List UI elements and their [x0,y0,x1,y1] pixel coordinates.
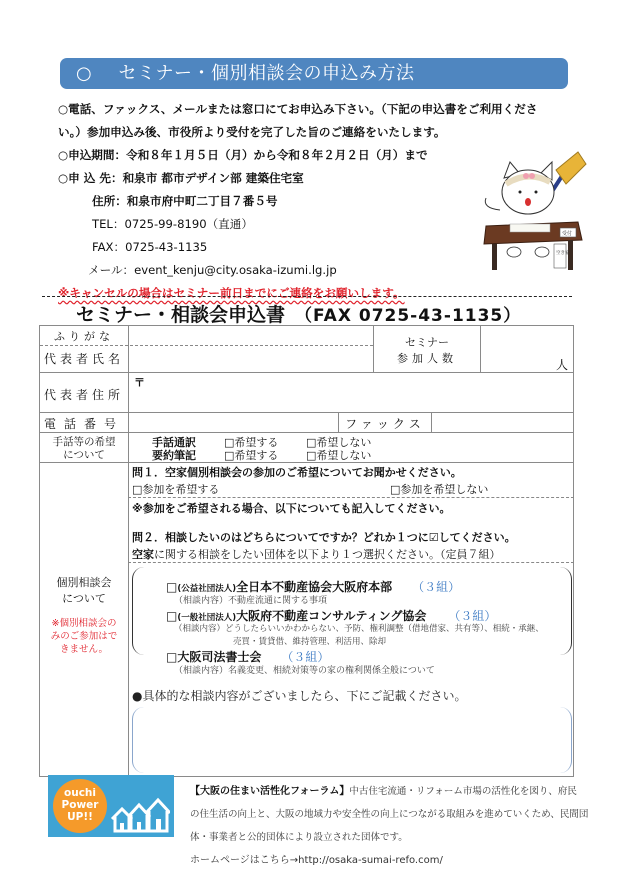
section-header [60,58,568,89]
consult-label-2: について [62,592,106,605]
phone-input[interactable] [130,414,336,431]
address: 住所：和泉市府中町二丁目７番５号 [92,194,278,208]
houses-icon [110,797,170,833]
logo-text-3: UP!! [67,811,93,823]
q1-yes-checkbox[interactable]: □参加を希望する [132,483,220,496]
seminar-label-1: セミナー [405,336,449,349]
logo-text-2: Power [61,799,99,811]
destination-value: ：和泉市 都市デザイン部 建築住宅室 [110,171,304,185]
org-2-detail-cont: 売買・賃貸借、維持管理、利活用、除却 [233,637,387,647]
form-title-text: セミナー・相談会申込書 [76,304,286,326]
fax-label: ファックス [345,417,425,431]
persons-unit: 人 [556,358,569,372]
desk-sign-vacant-house: 空き家 [556,251,570,256]
row-divider [40,462,573,463]
free-text-prompt: ●具体的な相談内容がございましたら、下にご記載ください。 [132,689,467,703]
fax-input[interactable] [433,414,571,431]
org-3-checkbox[interactable]: □ [166,650,178,664]
period-label: ○申込期間 [58,148,115,162]
section-title: セミナー・個別相談会の申込み方法 [118,63,415,84]
org-1-name: 全日本不動産協会大阪府本部 [236,580,393,594]
consult-label-1: 個別相談会 [56,576,112,589]
furigana-label: ふりがな [54,330,114,343]
row-divider [40,412,573,413]
org-2-prefix: (一般社団法人) [177,613,237,623]
q2-divider [128,562,574,563]
q2-subtitle-text: に関する相談をしたい団体を以下より１つ選択ください。（定員７組） [154,548,501,561]
phone-label: 電話番号 [43,417,124,431]
postal-mark: 〒 [134,376,145,389]
circle-icon: ○ [76,63,93,84]
logo-text-1: ouchi [64,787,96,799]
ouchi-power-up-logo [48,775,174,837]
footer-desc-3: 体・事業者と公的団体により設立された団体です。 [190,832,408,843]
label-column-divider [128,326,129,778]
address-input[interactable] [148,374,568,410]
form-fax-number: （FAX 0725-43-1135） [295,306,522,326]
forum-name: 【大阪の住まい活性化フォーラム】 [190,786,350,797]
sign-label-1: 手話等の希望 [52,436,116,448]
summary-writing-want-checkbox[interactable]: □希望する [224,449,279,462]
footer-desc-2: の住生活の向上と、大阪の地域力や安全性の向上につながる取組みを進めていくため、民間団 [190,809,589,820]
forum-description [190,780,590,872]
row-divider [40,372,573,373]
tel: TEL：0725-99-8190（直通） [92,217,253,231]
name-label: 代表者氏名 [43,352,124,366]
cat-mascot-illustration [470,148,588,276]
org-2-checkbox[interactable]: □ [166,609,178,623]
email-link[interactable]: メール：event_kenju@city.osaka-izumi.lg.jp [88,263,337,277]
consult-note-1: ※個別相談会の [51,618,117,629]
cancel-note: ※キャンセルの場合はセミナー前日までにご連絡をお願いします。 [58,286,405,300]
consult-note-2: みのご参加はで [50,631,118,642]
q1-note: ※参加をご希望される場合、以下についても記入してください。 [132,502,451,515]
fax: FAX：0725-43-1135 [92,240,208,254]
sign-label-2: について [63,449,105,461]
question-1: 問１．空家個別相談会の参加のご希望についてお聞かせください。 [132,466,462,479]
seminar-count-input[interactable] [481,328,561,370]
furigana-divider [40,345,373,346]
desk-sign-reception: 受付 [562,231,573,237]
org-2-detail: （相談内容）どうしたらいいかわからない、予防、権利調整（借地借家、共有等）、相続・承継、 [174,624,544,634]
sign-language-not-want-checkbox[interactable]: □希望しない [306,436,372,449]
summary-writing-not-want-checkbox[interactable]: □希望しない [306,449,372,462]
question-2: 問２．相談したいのはどちらについてですか？どれか１つに☑してください。 [132,531,516,544]
intro-line-1: ○電話、ファックス、メールまたは窓口にてお申込み下さい。（下記の申込書をご利用くださ [58,102,538,116]
seminar-label-2: 参加人数 [397,352,457,365]
org-2-name: 大阪府不動産コンサルティング協会 [236,609,427,623]
homepage-link[interactable]: ホームページはこちら→http://osaka-sumai-refo.com/ [190,855,443,866]
q2-subtitle-bold: 空家 [132,548,154,561]
footer-desc-1: 中古住宅流通・リフォーム市場の活性化を図り、府民 [349,786,577,797]
free-text-area[interactable] [132,707,572,773]
org-3-name: 大阪司法書士会 [177,650,262,664]
sign-language-want-checkbox[interactable]: □希望する [224,436,279,449]
org-1-prefix: (公益社団法人) [177,584,237,594]
intro-line-2: い。）参加申込み後、市役所より受付を完了した旨のご連絡をいたします。 [58,125,446,139]
logo-badge [53,779,107,833]
consult-note-3: きません。 [59,644,109,655]
org-1-slots: （３組） [412,580,461,594]
sign-language-label: 手話通訳 [152,436,196,449]
furigana-input[interactable] [130,328,372,344]
org-2-slots: （３組） [448,609,497,623]
name-input[interactable] [130,347,372,371]
footer-line-1 [190,780,590,803]
form-title [76,300,596,327]
org-1-checkbox[interactable]: □ [166,580,178,594]
org-3-slots: （３組） [281,650,330,664]
cut-line-divider [42,296,572,297]
row-divider [40,432,573,433]
period-value: ：令和８年１月５日（月）から令和８年２月２日（月）まで [114,148,428,162]
application-form [39,325,574,777]
address-label: 代表者住所 [43,388,124,402]
org-1-detail: （相談内容）不動産流通に関する事項 [174,596,328,606]
summary-writing-label: 要約筆記 [152,449,196,462]
q2-subtitle [132,546,501,562]
q1-divider [128,497,574,498]
destination-label: ○申 込 先 [58,171,111,185]
org-3-detail: （相談内容）名義変更、相続対策等の家の権利関係全般について [174,666,435,676]
fax-divider [431,412,432,432]
q1-no-checkbox[interactable]: □参加を希望しない [390,483,489,496]
